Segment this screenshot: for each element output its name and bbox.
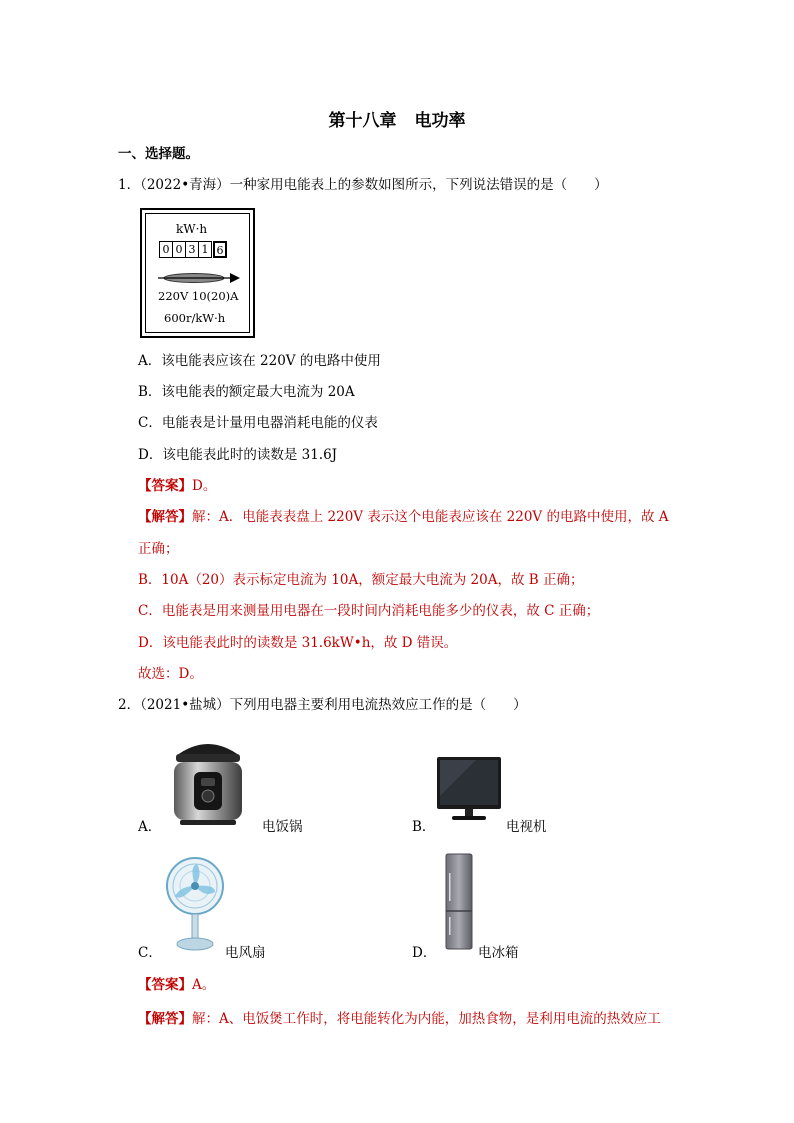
answer-label: 【答案】 [138,977,192,993]
analysis-text: B．10A（20）表示标定电流为 10A，额定最大电流为 20A，故 B 正确； [138,572,584,588]
analysis-text: 解：A．电能表表盘上 220V 表示这个电能表应该在 220V 的电路中使用，故 A [192,509,669,525]
option-c-name: 电风扇 [225,945,266,961]
rice-cooker-icon [168,734,248,828]
option-a-letter: A． [138,819,162,835]
analysis-line [138,508,669,526]
analysis-label: 【解答】 [138,509,192,525]
question-2-stem [118,696,527,714]
analysis-text: 解：A、电饭煲工作时，将电能转化为内能，加热食物，是利用电流的热效应工 [192,1011,661,1027]
meter-revolutions: 600r/kW·h [164,311,226,325]
option-b-name: 电视机 [506,819,547,835]
question-number: 1． [118,177,141,193]
option-d-letter: D． [412,945,437,961]
refrigerator-icon [444,853,474,951]
option-a: A．该电能表应该在 220V 的电路中使用 [138,353,381,369]
meter-digits [159,241,226,258]
section-heading: 一、选择题。 [118,146,199,162]
meter-digit-decimal: 6 [213,241,227,258]
option-b: B．该电能表的额定最大电流为 20A [138,384,355,400]
question-1-stem [118,176,608,194]
answer-line [138,976,215,994]
answer-line [138,477,216,495]
meter-unit: kW·h [176,222,208,236]
page-title [0,106,794,131]
answer-label: 【答案】 [138,478,192,494]
question-number: 2． [118,697,141,713]
electric-meter-figure [140,208,255,338]
meter-disc-arrow-icon [156,270,242,286]
meter-digit: 0 [159,241,173,258]
analysis-text: C．电能表是用来测量用电器在一段时间内消耗电能多少的仪表，故 C 正确； [138,603,600,619]
answer-value: D。 [192,478,217,494]
question-text: （2022•青海）一种家用电能表上的参数如图所示，下列说法错误的是（ ） [140,177,608,193]
question-text: （2021•盐城）下列用电器主要利用电流热效应工作的是（ ） [140,697,527,713]
analysis-label: 【解答】 [138,1011,192,1027]
option-c-letter: C． [138,945,162,961]
analysis-line [138,1010,661,1028]
electric-fan-icon [163,856,227,954]
analysis-text: 正确； [138,541,179,557]
answer-value: A。 [192,977,216,993]
option-d: D．该电能表此时的读数是 31.6J [138,447,338,463]
chapter-label: 第十八章 [328,111,397,131]
analysis-text: D．该电能表此时的读数是 31.6kW•h，故 D 错误。 [138,635,458,651]
meter-digit: 3 [185,241,199,258]
chapter-topic: 电功率 [414,111,466,131]
meter-digit: 1 [198,241,212,258]
meter-digit: 0 [172,241,186,258]
analysis-text: 故选：D。 [138,666,203,682]
meter-rating: 220V 10(20)A [158,289,239,303]
option-a-name: 电饭锅 [262,819,303,835]
television-icon [436,756,502,826]
option-c: C．电能表是计量用电器消耗电能的仪表 [138,415,378,431]
option-d-name: 电冰箱 [478,945,519,961]
option-b-letter: B． [412,819,436,835]
